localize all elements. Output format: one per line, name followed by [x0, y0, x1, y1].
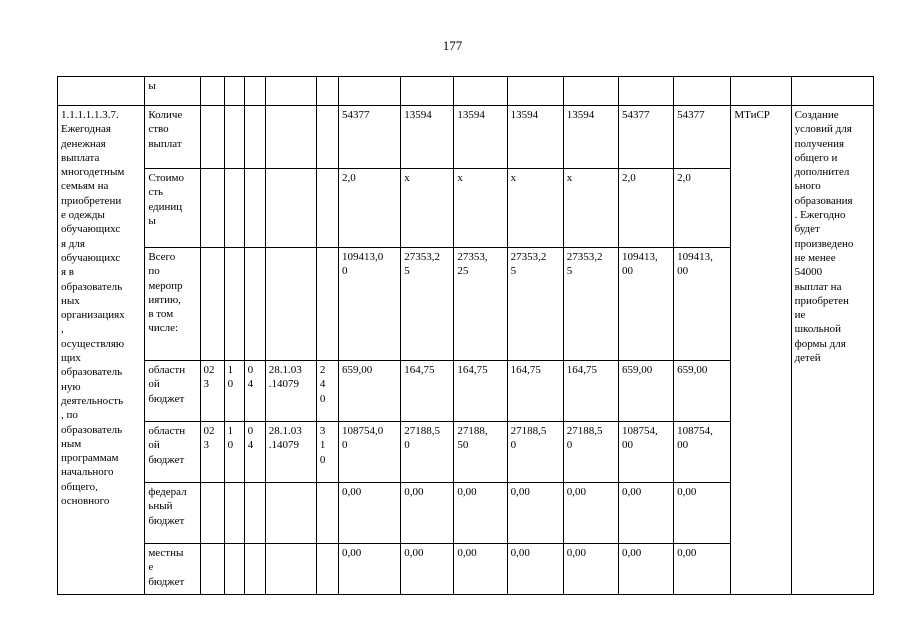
continuation-cell [265, 77, 316, 106]
value-cell: 164,75 [401, 361, 454, 422]
value-cell: 27188,5 0 [401, 422, 454, 483]
value-cell: 0,00 [454, 544, 507, 595]
budget-code-cell [244, 483, 265, 544]
indicator-cell: областн ой бюджет [145, 422, 200, 483]
budget-code-cell [265, 106, 316, 169]
continuation-cell [58, 77, 145, 106]
budget-code-cell [316, 106, 338, 169]
value-cell: 659,00 [618, 361, 673, 422]
value-cell: 2,0 [674, 169, 731, 248]
value-cell: 13594 [454, 106, 507, 169]
value-cell: 108754,0 0 [338, 422, 400, 483]
value-cell: 659,00 [674, 361, 731, 422]
budget-code-cell [316, 544, 338, 595]
value-cell: 0,00 [618, 544, 673, 595]
budget-code-cell [200, 106, 224, 169]
continuation-cell [674, 77, 731, 106]
value-cell: 27353,2 5 [507, 248, 563, 361]
budget-code-cell: 0 4 [244, 422, 265, 483]
value-cell: 13594 [401, 106, 454, 169]
value-cell: 108754, 00 [618, 422, 673, 483]
value-cell: x [563, 169, 618, 248]
budget-code-cell: 1 0 [224, 422, 244, 483]
value-cell: x [507, 169, 563, 248]
value-cell: 27188,5 0 [563, 422, 618, 483]
budget-code-cell [224, 544, 244, 595]
value-cell: 164,75 [454, 361, 507, 422]
continuation-cell [338, 77, 400, 106]
indicator-cell: Количе ство выплат [145, 106, 200, 169]
budget-code-cell [200, 483, 224, 544]
budget-code-cell: 02 3 [200, 361, 224, 422]
value-cell: 13594 [507, 106, 563, 169]
value-cell: 27188,5 0 [507, 422, 563, 483]
budget-code-cell [265, 169, 316, 248]
budget-code-cell [316, 169, 338, 248]
value-cell: 13594 [563, 106, 618, 169]
value-cell: 164,75 [563, 361, 618, 422]
budget-code-cell [316, 483, 338, 544]
budget-code-cell [200, 248, 224, 361]
executor-cell: МТиСР [731, 106, 791, 595]
continuation-cell [454, 77, 507, 106]
value-cell: 27353,2 5 [563, 248, 618, 361]
budget-code-cell [224, 483, 244, 544]
value-cell: 0,00 [674, 483, 731, 544]
continuation-cell [316, 77, 338, 106]
value-cell: 0,00 [338, 483, 400, 544]
budget-code-cell [224, 106, 244, 169]
value-cell: 2,0 [338, 169, 400, 248]
value-cell: 109413, 00 [618, 248, 673, 361]
indicator-cell: Всего по меропр иятию, в том числе: [145, 248, 200, 361]
continuation-cell [401, 77, 454, 106]
budget-code-cell [244, 169, 265, 248]
measure-name-cell: 1.1.1.1.1.3.7. Ежегодная денежная выплата многодетным семьям на приобретени е одежды обучающихс я для обучающихс я в образователь ных организациях , осуществляю щих образователь ную деятельность , по образователь ным программам начального общего, основного [58, 106, 145, 595]
value-cell: 0,00 [401, 544, 454, 595]
value-cell: 2,0 [618, 169, 673, 248]
continuation-cell [224, 77, 244, 106]
indicator-cell: федерал ьный бюджет [145, 483, 200, 544]
budget-code-cell: 0 4 [244, 361, 265, 422]
continuation-cell [244, 77, 265, 106]
value-cell: 27353, 25 [454, 248, 507, 361]
budget-code-cell [224, 169, 244, 248]
value-cell: 0,00 [674, 544, 731, 595]
table-row [58, 106, 874, 169]
value-cell: 54377 [618, 106, 673, 169]
value-cell: 0,00 [563, 483, 618, 544]
indicator-cell: местны е бюджет [145, 544, 200, 595]
budget-code-cell: 28.1.03 .14079 [265, 422, 316, 483]
budget-code-cell: 1 0 [224, 361, 244, 422]
value-cell: 0,00 [454, 483, 507, 544]
continuation-cell [731, 77, 791, 106]
value-cell: 109413,0 0 [338, 248, 400, 361]
budget-code-cell: 28.1.03 .14079 [265, 361, 316, 422]
value-cell: 0,00 [507, 544, 563, 595]
budget-code-cell [244, 544, 265, 595]
continuation-row [58, 77, 874, 106]
value-cell: 0,00 [401, 483, 454, 544]
budget-code-cell: 2 4 0 [316, 361, 338, 422]
value-cell: 0,00 [507, 483, 563, 544]
budget-code-cell [200, 544, 224, 595]
result-cell: Создание условий для получения общего и дополнител ьного образования . Ежегодно будет произведено не менее 54000 выплат на приобретен ие школьной формы для детей [791, 106, 873, 595]
value-cell: 27353,2 5 [401, 248, 454, 361]
indicator-cell: областн ой бюджет [145, 361, 200, 422]
budget-code-cell [265, 483, 316, 544]
continuation-cell [507, 77, 563, 106]
budget-code-cell [224, 248, 244, 361]
budget-code-cell [244, 248, 265, 361]
value-cell: 54377 [338, 106, 400, 169]
continuation-cell [791, 77, 873, 106]
budget-code-cell [265, 248, 316, 361]
value-cell: 0,00 [338, 544, 400, 595]
value-cell: 0,00 [563, 544, 618, 595]
budget-code-cell: 02 3 [200, 422, 224, 483]
budget-code-cell [244, 106, 265, 169]
continuation-cell [563, 77, 618, 106]
value-cell: 109413, 00 [674, 248, 731, 361]
value-cell: 54377 [674, 106, 731, 169]
budget-code-cell [265, 544, 316, 595]
value-cell: x [401, 169, 454, 248]
indicator-cell: Стоимо сть единиц ы [145, 169, 200, 248]
continuation-cell: ы [145, 77, 200, 106]
value-cell: 108754, 00 [674, 422, 731, 483]
budget-code-cell: 3 1 0 [316, 422, 338, 483]
page-number: 177 [442, 38, 463, 53]
budget-code-cell [200, 169, 224, 248]
value-cell: x [454, 169, 507, 248]
value-cell: 164,75 [507, 361, 563, 422]
value-cell: 27188, 50 [454, 422, 507, 483]
continuation-cell [618, 77, 673, 106]
budget-code-cell [316, 248, 338, 361]
value-cell: 0,00 [618, 483, 673, 544]
continuation-cell [200, 77, 224, 106]
measure-table [57, 76, 874, 595]
value-cell: 659,00 [338, 361, 400, 422]
